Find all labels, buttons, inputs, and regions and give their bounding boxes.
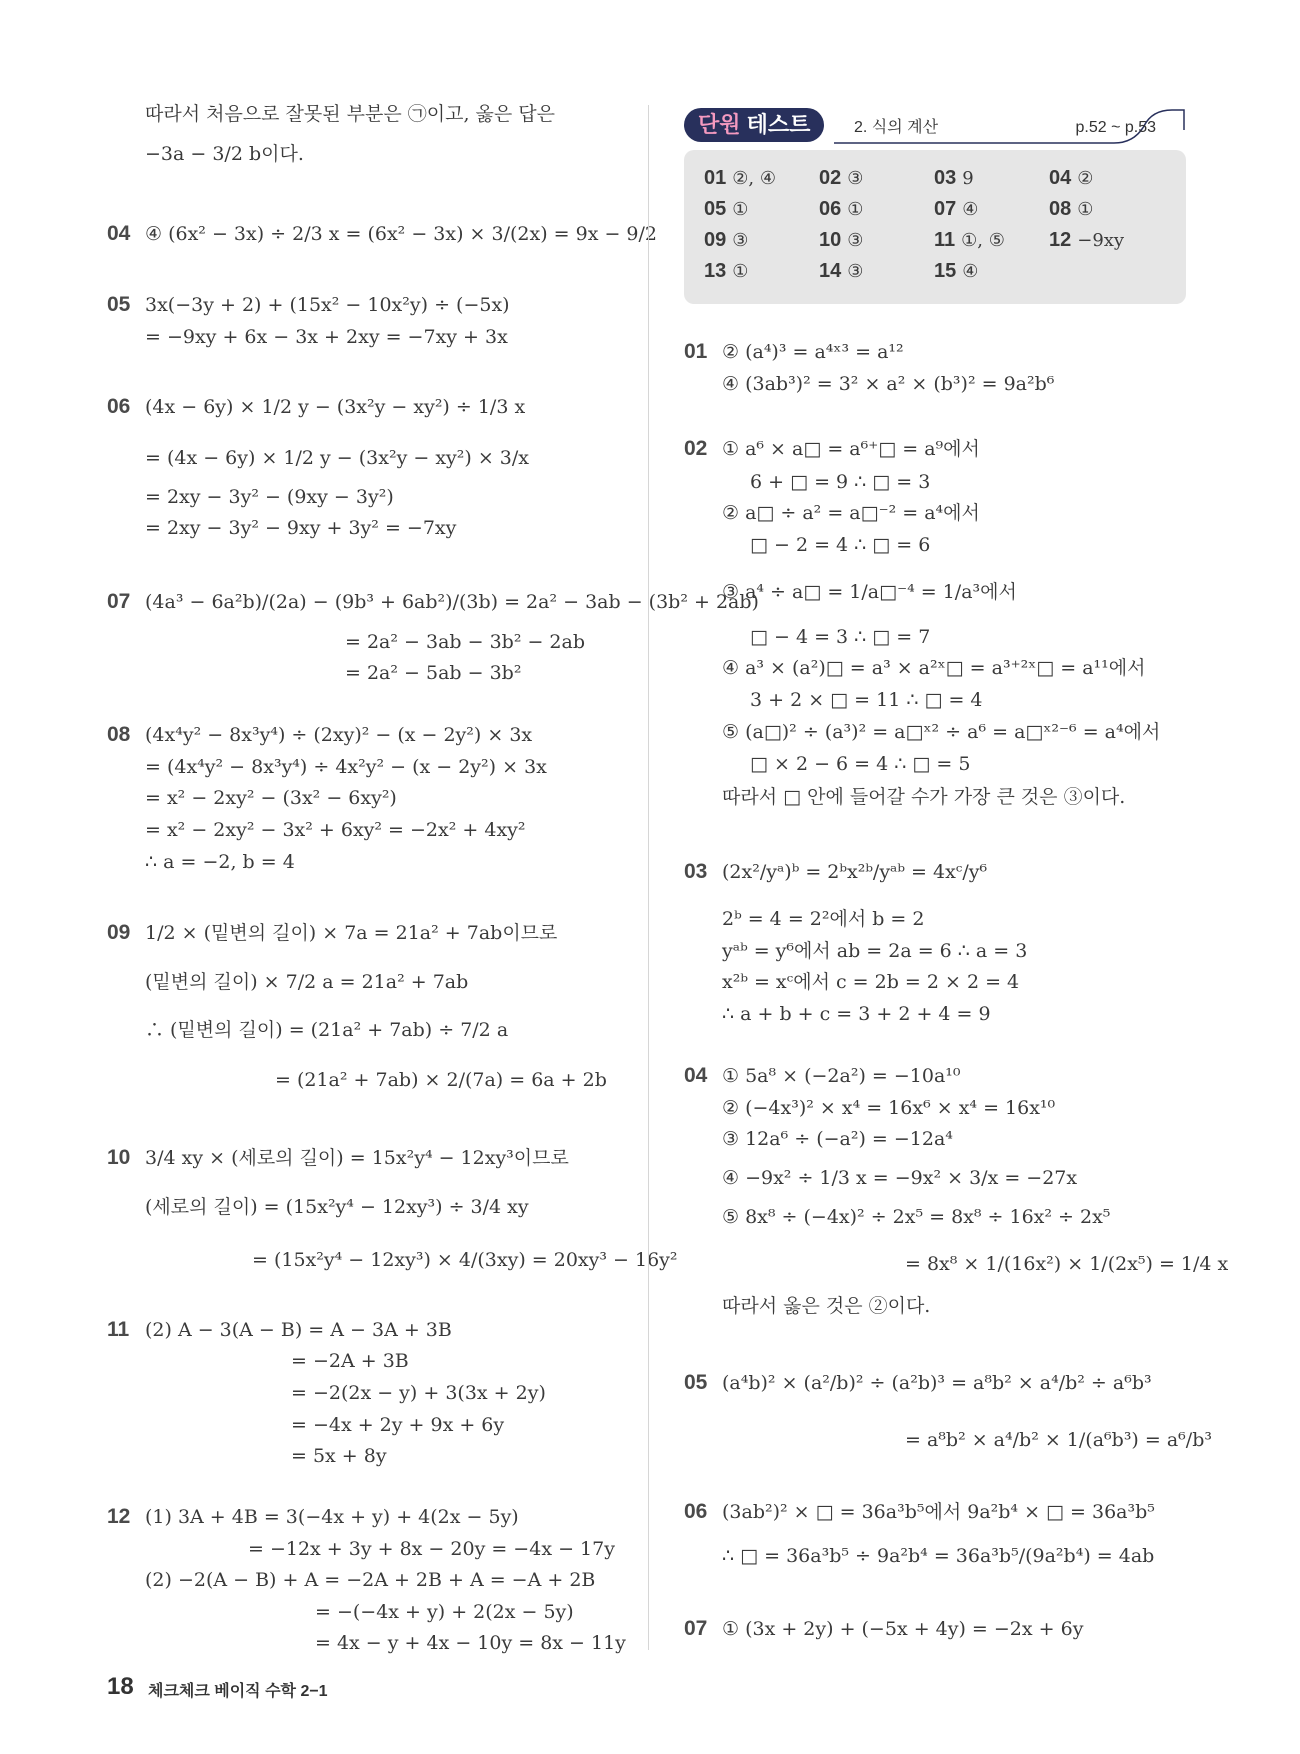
- problem-number: 04: [107, 222, 131, 245]
- test-label: 테스트: [746, 112, 811, 137]
- solution-line: (3ab²)² × □ = 36a³b⁵에서 9a²b⁴ × □ = 36a³b⁵: [722, 1501, 1155, 1523]
- solution-line: 따라서 옳은 것은 ②이다.: [722, 1295, 931, 1317]
- problem-number: 01: [684, 340, 708, 363]
- problem-number: 06: [107, 395, 131, 418]
- solution-line: ⑤ 8x⁸ ÷ (−4x)² ÷ 2x⁵ = 8x⁸ ÷ 16x² ÷ 2x⁵: [722, 1206, 1111, 1228]
- solution-line: = (15x²y⁴ − 12xy³) × 4/(3xy) = 20xy³ − 16y²: [252, 1249, 678, 1271]
- solution-line: ② (−4x³)² × x⁴ = 16x⁶ × x⁴ = 16x¹⁰: [722, 1097, 1056, 1119]
- answer-key-box: [684, 150, 1186, 304]
- solution-line: = −(−4x + y) + 2(2x − 5y): [315, 1601, 574, 1623]
- solution-line: = (4x − 6y) × 1/2 y − (3x²y − xy²) × 3/x: [145, 447, 530, 469]
- problem-number: 05: [684, 1371, 708, 1394]
- solution-line: 3/4 xy × (세로의 길이) = 15x²y⁴ − 12xy³이므로: [145, 1147, 569, 1169]
- intro-line-1: 따라서 처음으로 잘못된 부분은 ㉠이고, 옳은 답은: [145, 103, 556, 125]
- solution-line: ④ (3ab³)² = 3² × a² × (b³)² = 9a²b⁶: [722, 373, 1055, 395]
- problem-number: 02: [684, 437, 708, 460]
- answer-item: 11 ①, ⑤: [934, 229, 1005, 251]
- solution-line: = −2A + 3B: [291, 1350, 409, 1372]
- solution-line: (a⁴b)² × (a²/b)² ÷ (a²b)³ = a⁸b² × a⁴/b² ÷ a⁶b³: [722, 1372, 1152, 1394]
- problem-number: 11: [107, 1318, 130, 1341]
- solution-line: = −9xy + 6x − 3x + 2xy = −7xy + 3x: [145, 326, 508, 348]
- solution-line: (2) A − 3(A − B) = A − 3A + 3B: [145, 1319, 452, 1341]
- answer-item: 02 ③: [819, 167, 864, 189]
- solution-line: 6 + □ = 9 ∴ □ = 3: [750, 471, 931, 493]
- page-number: 18: [107, 1673, 134, 1700]
- solution-line: ① (3x + 2y) + (−5x + 4y) = −2x + 6y: [722, 1618, 1084, 1640]
- answer-item: 07 ④: [934, 198, 979, 220]
- answer-item: 08 ①: [1049, 198, 1094, 220]
- solution-line: ④ −9x² ÷ 1/3 x = −9x² × 3/x = −27x: [722, 1167, 1078, 1189]
- solution-line: (4a³ − 6a²b)/(2a) − (9b³ + 6ab²)/(3b) = 2a² − 3ab − (3b² + 2ab): [145, 591, 759, 613]
- answer-item: 09 ③: [704, 229, 749, 251]
- solution-line: ③ 12a⁶ ÷ (−a²) = −12a⁴: [722, 1128, 953, 1150]
- solution-line: = 4x − y + 4x − 10y = 8x − 11y: [315, 1632, 626, 1654]
- answer-item: 06 ①: [819, 198, 864, 220]
- page-range: p.52 ~ p.53: [1075, 119, 1156, 136]
- problem-number: 10: [107, 1146, 131, 1169]
- answer-item: 13 ①: [704, 260, 749, 282]
- solution-line: = −2(2x − y) + 3(3x + 2y): [291, 1382, 546, 1404]
- solution-line: = x² − 2xy² − (3x² − 6xy²): [145, 787, 397, 809]
- solution-line: = (4x⁴y² − 8x³y⁴) ÷ 4x²y² − (x − 2y²) × 3x: [145, 756, 547, 778]
- unit-subtitle: 2. 식의 계산: [854, 119, 939, 136]
- problem-number: 07: [107, 590, 131, 613]
- solution-line: = 5x + 8y: [291, 1445, 387, 1467]
- solution-line: 따라서 □ 안에 들어갈 수가 가장 큰 것은 ③이다.: [722, 786, 1126, 808]
- solution-line: yᵃᵇ = y⁶에서 ab = 2a = 6 ∴ a = 3: [722, 940, 1028, 962]
- answer-item: 05 ①: [704, 198, 749, 220]
- solution-line: = 2a² − 3ab − 3b² − 2ab: [345, 631, 586, 653]
- solution-line: ② a□ ÷ a² = a□⁻² = a⁴에서: [722, 502, 980, 524]
- solution-line: = x² − 2xy² − 3x² + 6xy² = −2x² + 4xy²: [145, 819, 526, 841]
- solution-line: (2x²/yᵃ)ᵇ = 2ᵇx²ᵇ/yᵃᵇ = 4xᶜ/y⁶: [722, 861, 988, 883]
- unit-test-header: [684, 108, 1186, 144]
- solution-line: 1/2 × (밑변의 길이) × 7a = 21a² + 7ab이므로: [145, 922, 558, 944]
- solution-line: (밑변의 길이) × 7/2 a = 21a² + 7ab: [145, 971, 469, 993]
- answer-item: 04 ②: [1049, 167, 1094, 189]
- problem-number: 06: [684, 1500, 708, 1523]
- solution-line: = 2xy − 3y² − 9xy + 3y² = −7xy: [145, 517, 457, 539]
- solution-line: = 8x⁸ × 1/(16x²) × 1/(2x⁵) = 1/4 x: [905, 1253, 1229, 1275]
- solution-line: ① 5a⁸ × (−2a²) = −10a¹⁰: [722, 1065, 961, 1087]
- problem-number: 12: [107, 1505, 131, 1528]
- solution-line: x²ᵇ = xᶜ에서 c = 2b = 2 × 2 = 4: [722, 971, 1020, 993]
- problem-number: 09: [107, 921, 131, 944]
- answer-item: 10 ③: [819, 229, 864, 251]
- solution-line: = −12x + 3y + 8x − 20y = −4x − 17y: [248, 1538, 615, 1560]
- solution-line: 2ᵇ = 4 = 2²에서 b = 2: [722, 908, 925, 930]
- solution-line: ③ a⁴ ÷ a□ = 1/a□⁻⁴ = 1/a³에서: [722, 581, 1017, 603]
- problem-number: 07: [684, 1617, 708, 1640]
- solution-line: (1) 3A + 4B = 3(−4x + y) + 4(2x − 5y): [145, 1506, 519, 1528]
- problem-number: 05: [107, 293, 131, 316]
- solution-line: ② (a⁴)³ = a⁴ˣ³ = a¹²: [722, 341, 904, 363]
- book-title: 체크체크 베이직 수학 2−1: [148, 1683, 328, 1700]
- answer-item: 15 ④: [934, 260, 979, 282]
- solution-line: = −4x + 2y + 9x + 6y: [291, 1414, 505, 1436]
- solution-line: ④ (6x² − 3x) ÷ 2/3 x = (6x² − 3x) × 3/(2x) = 9x − 9/2: [145, 223, 657, 245]
- solution-line: 3 + 2 × □ = 11 ∴ □ = 4: [750, 689, 983, 711]
- unit-label: 단원: [698, 112, 741, 137]
- solution-line: □ − 2 = 4 ∴ □ = 6: [750, 534, 931, 556]
- intro-line-2: −3a − 3/2 b이다.: [145, 143, 304, 165]
- problem-number: 04: [684, 1064, 708, 1087]
- solution-line: ∴ a + b + c = 3 + 2 + 4 = 9: [722, 1003, 991, 1025]
- solution-line: ⑤ (a□)² ÷ (a³)² = a□ˣ² ÷ a⁶ = a□ˣ²⁻⁶ = a⁴에서: [722, 721, 1161, 743]
- solution-line: 3x(−3y + 2) + (15x² − 10x²y) ÷ (−5x): [145, 294, 510, 316]
- solution-line: = a⁸b² × a⁴/b² × 1/(a⁶b³) = a⁶/b³: [905, 1429, 1212, 1451]
- solution-line: ∴ (밑변의 길이) = (21a² + 7ab) ÷ 7/2 a: [145, 1019, 509, 1041]
- solution-line: = 2xy − 3y² − (9xy − 3y²): [145, 486, 394, 508]
- solution-line: ① a⁶ × a□ = a⁶⁺□ = a⁹에서: [722, 438, 980, 460]
- answer-item: 14 ③: [819, 260, 864, 282]
- solution-line: □ × 2 − 6 = 4 ∴ □ = 5: [750, 753, 971, 775]
- solution-line: ∴ □ = 36a³b⁵ ÷ 9a²b⁴ = 36a³b⁵/(9a²b⁴) = 4ab: [722, 1545, 1155, 1567]
- answer-item: 03 9: [934, 167, 974, 189]
- solution-line: (세로의 길이) = (15x²y⁴ − 12xy³) ÷ 3/4 xy: [145, 1196, 529, 1218]
- answer-item: 12 −9xy: [1049, 229, 1125, 251]
- solution-line: ∴ a = −2, b = 4: [145, 851, 295, 873]
- solution-line: (4x − 6y) × 1/2 y − (3x²y − xy²) ÷ 1/3 x: [145, 396, 526, 418]
- column-divider: [648, 105, 649, 1650]
- problem-number: 08: [107, 723, 131, 746]
- solution-line: (4x⁴y² − 8x³y⁴) ÷ (2xy)² − (x − 2y²) × 3x: [145, 724, 533, 746]
- problem-number: 03: [684, 860, 708, 883]
- solution-line: ④ a³ × (a²)□ = a³ × a²ˣ□ = a³⁺²ˣ□ = a¹¹에서: [722, 657, 1146, 679]
- solution-line: = (21a² + 7ab) × 2/(7a) = 6a + 2b: [275, 1069, 607, 1091]
- solution-line: □ − 4 = 3 ∴ □ = 7: [750, 626, 931, 648]
- unit-test-label: [684, 108, 824, 142]
- solution-line: (2) −2(A − B) + A = −2A + 2B + A = −A + 2B: [145, 1569, 596, 1591]
- solution-line: = 2a² − 5ab − 3b²: [345, 662, 522, 684]
- answer-item: 01 ②, ④: [704, 167, 776, 189]
